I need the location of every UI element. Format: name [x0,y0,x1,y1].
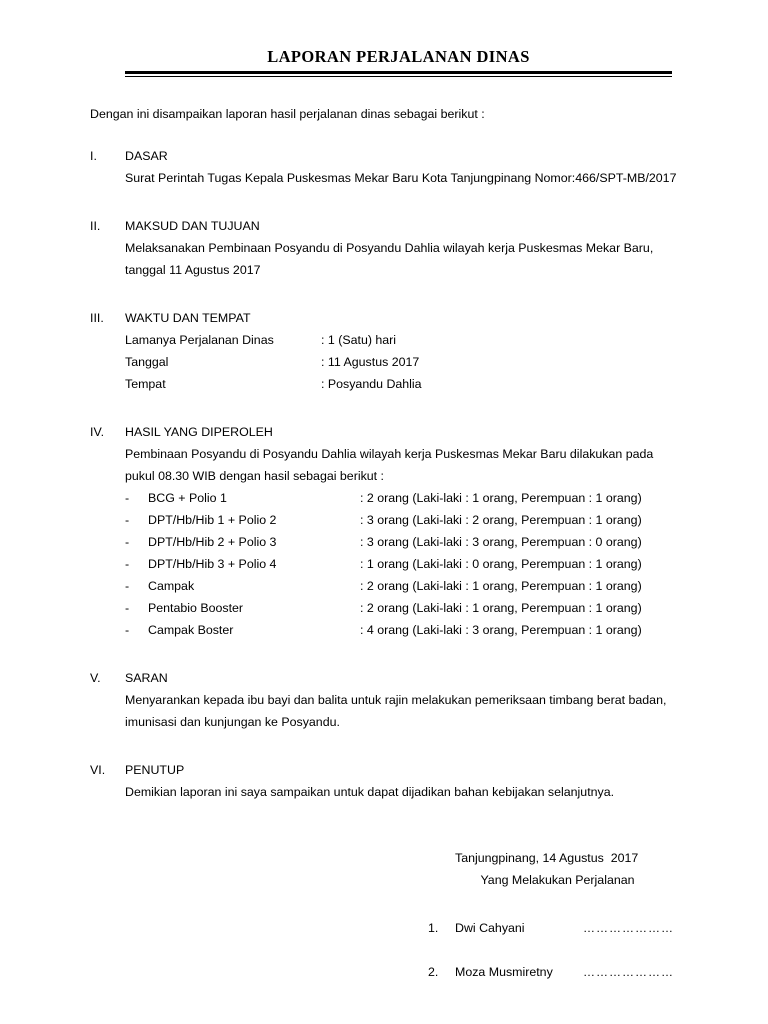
detail-label: Tanggal [125,354,169,369]
section-heading-row [90,307,686,329]
bullet-dash-icon: - [125,622,130,637]
section-heading-row [90,759,686,781]
detail-value: : 11 Agustus 2017 [321,354,420,369]
signature-line: ………………… [583,964,674,979]
result-label: Campak [148,578,195,593]
signer-number: 2. [428,964,439,979]
section-numeral: VI. [90,762,106,777]
signature-line: ………………… [583,920,674,935]
section-title: PENUTUP [125,762,185,777]
spacer [90,645,686,667]
result-item [125,619,686,641]
signer-name: Moza Musmiretny [455,964,553,979]
bullet-dash-icon: - [125,512,130,527]
result-label: Pentabio Booster [148,600,244,615]
section-title: SARAN [125,670,168,685]
spacer [90,737,686,759]
section-paragraph: Menyarankan kepada ibu bayi dan balita untuk rajin melakukan pemeriksaan timbang berat badan, imunisasi dan kunjungan ke Posyandu. [125,692,667,729]
signer-row [428,917,768,939]
section-numeral: IV. [90,424,105,439]
result-label: DPT/Hb/Hib 1 + Polio 2 [148,512,277,527]
spacer [90,399,686,421]
section-paragraph: Demikian laporan ini saya sampaikan untuk dapat dijadikan bahan kebijakan selanjutnya. [125,784,615,799]
result-value: : 1 orang (Laki-laki : 0 orang, Perempuan : 1 orang) [360,556,642,571]
section-content [125,329,686,395]
result-item [125,509,686,531]
detail-value: : 1 (Satu) hari [321,332,397,347]
section-paragraph: Surat Perintah Tugas Kepala Puskesmas Mekar Baru Kota Tanjungpinang Nomor:466/SPT-MB/2017 [125,170,677,185]
result-value: : 2 orang (Laki-laki : 1 orang, Perempuan : 1 orang) [360,578,642,593]
detail-row [125,373,686,395]
bullet-dash-icon: - [125,490,130,505]
section-numeral: III. [90,310,104,325]
section-dasar [90,145,686,189]
signer-row [428,961,768,983]
result-label: DPT/Hb/Hib 3 + Polio 4 [148,556,277,571]
bullet-dash-icon: - [125,578,130,593]
result-item [125,553,686,575]
bullet-dash-icon: - [125,600,130,615]
signer-number: 1. [428,920,439,935]
result-item [125,575,686,597]
result-item [125,531,686,553]
signer-name: Dwi Cahyani [455,920,525,935]
intro-paragraph: Dengan ini disampaikan laporan hasil perjalanan dinas sebagai berikut : [90,106,485,121]
title-rule-thin [125,76,672,77]
result-item [125,597,686,619]
result-label: BCG + Polio 1 [148,490,227,505]
section-heading-row [90,215,686,237]
detail-value: : Posyandu Dahlia [321,376,422,391]
detail-label: Tempat [125,376,166,391]
section-heading-row [90,421,686,443]
result-label: Campak Boster [148,622,234,637]
signer-list [428,917,768,983]
title-block [0,48,768,77]
section-heading-row [90,145,686,167]
section-title: MAKSUD DAN TUJUAN [125,218,260,233]
section-maksud-dan-tujuan [90,215,686,281]
section-numeral: I. [90,148,97,163]
result-item [125,487,686,509]
detail-label: Lamanya Perjalanan Dinas [125,332,274,347]
section-content [125,781,686,803]
bullet-dash-icon: - [125,556,130,571]
signature-place-date: Tanjungpinang, 14 Agustus 2017 [455,850,639,865]
section-penutup [90,759,686,803]
section-content [125,689,686,733]
signature-block [0,847,768,983]
signature-role: Yang Melakukan Perjalanan [480,872,635,887]
result-value: : 3 orang (Laki-laki : 2 orang, Perempuan : 1 orang) [360,512,642,527]
section-heading-row [90,667,686,689]
bullet-dash-icon: - [125,534,130,549]
spacer [90,193,686,215]
result-label: DPT/Hb/Hib 2 + Polio 3 [148,534,277,549]
section-title: DASAR [125,148,168,163]
result-value: : 2 orang (Laki-laki : 1 orang, Perempuan : 1 orang) [360,600,642,615]
result-value: : 3 orang (Laki-laki : 3 orang, Perempuan : 0 orang) [360,534,642,549]
section-waktu-dan-tempat [90,307,686,395]
spacer [90,285,686,307]
section-paragraph: Melaksanakan Pembinaan Posyandu di Posyandu Dahlia wilayah kerja Puskesmas Mekar Baru, tanggal 11 Agustus 2017 [125,240,654,277]
section-saran [90,667,686,733]
title-rule-thick [125,71,672,74]
section-hasil-yang-diperoleh [90,421,686,641]
document-body [0,103,768,803]
section-numeral: V. [90,670,101,685]
section-content [125,237,686,281]
section-numeral: II. [90,218,101,233]
detail-row [125,329,686,351]
section-title: HASIL YANG DIPEROLEH [125,424,273,439]
section-paragraph: Pembinaan Posyandu di Posyandu Dahlia wilayah kerja Puskesmas Mekar Baru dilakukan pada pukul 08.30 WIB dengan hasil sebagai berikut : [125,446,654,483]
section-title: WAKTU DAN TEMPAT [125,310,251,325]
result-value: : 2 orang (Laki-laki : 1 orang, Perempuan : 1 orang) [360,490,642,505]
result-value: : 4 orang (Laki-laki : 3 orang, Perempuan : 1 orang) [360,622,642,637]
page-title: LAPORAN PERJALANAN DINAS [267,47,530,66]
section-content [125,167,686,189]
detail-row [125,351,686,373]
section-content [125,443,686,641]
